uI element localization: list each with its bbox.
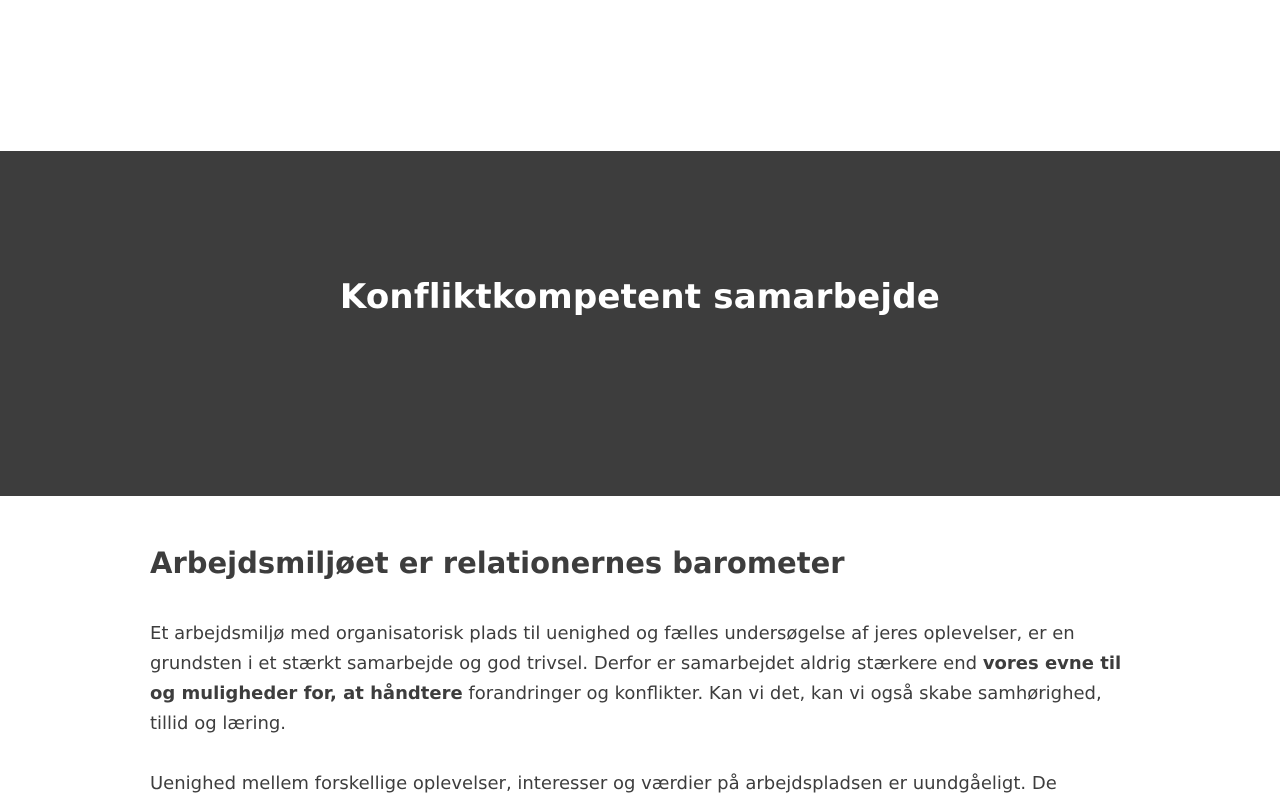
second-paragraph: Uenighed mellem forskellige oplevelser, interesser og værdier på arbejdspladsen er uundgåeligt. De <box>150 773 1057 794</box>
site-header <box>0 0 1280 151</box>
intro-paragraph <box>150 619 1130 739</box>
section-heading: Arbejdsmiljøet er relationernes barometer <box>150 546 845 580</box>
intro-text-before: Et arbejdsmiljø med organisatorisk plads til uenighed og fælles undersøgelse af jeres oplevelser, er en grundsten i et stærkt samarbejde og god trivsel. Derfor er samarbejdet aldrig stærkere end <box>150 623 1075 674</box>
hero-banner <box>0 151 1280 496</box>
main-content <box>0 496 1280 799</box>
intro-bold-text: vores evne til og muligheder for, at håndtere <box>150 653 1122 704</box>
page-title: Konfliktkompetent samarbejde <box>339 277 941 317</box>
intro-text-after: forandringer og konflikter. Kan vi det, kan vi også skabe samhørighed, tillid og læring. <box>150 683 1102 734</box>
